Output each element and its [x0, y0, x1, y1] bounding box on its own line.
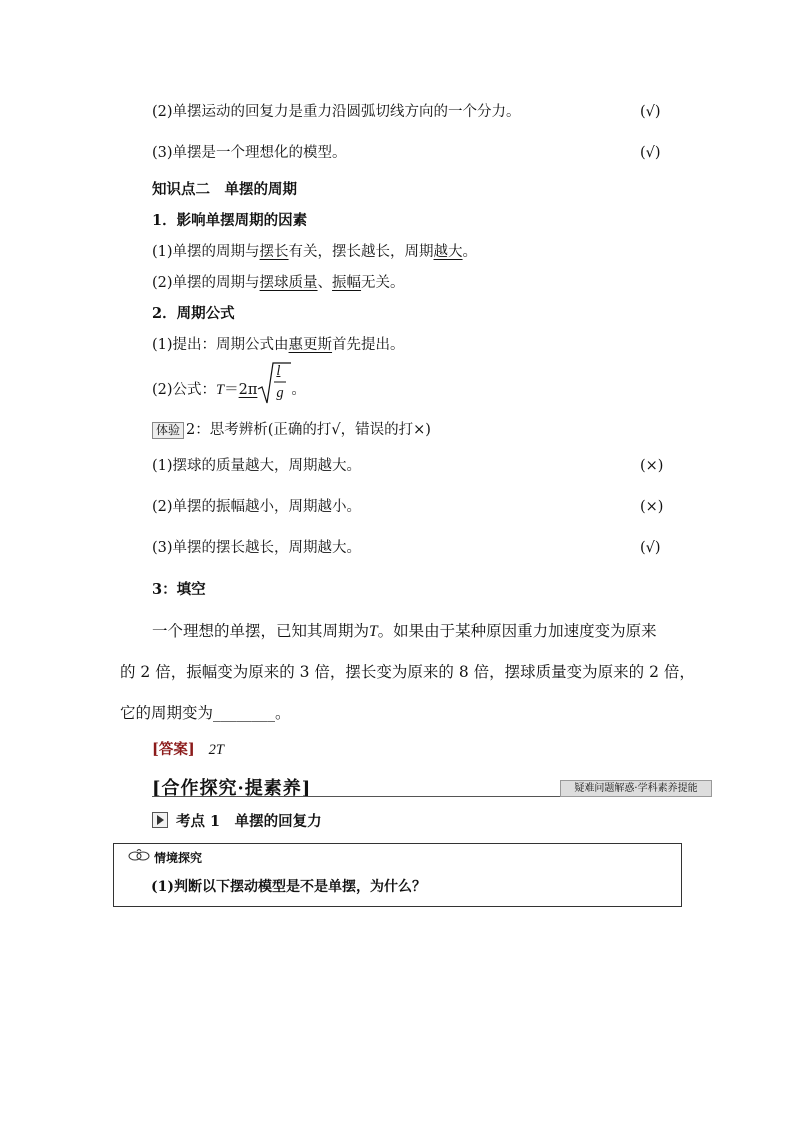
exp-item-3: (3)单摆的摆长越长，周期越大。 [152, 540, 362, 556]
fill-question-line-3: 它的周期变为________。 [120, 704, 291, 722]
experience-heading: 体验 2：思考辨析(正确的打√，错误的打×) [152, 420, 431, 440]
fill-blank: 越大 [433, 244, 463, 260]
period-formula: (2)公式：T＝2π $\frac{l}{g}$ 。 [152, 375, 306, 405]
denominator: g [276, 385, 284, 401]
section-badge: 疑难问题解惑·学科素养提能 [560, 780, 712, 797]
factor-1: (1)单摆的周期与摆长有关，摆长越长，周期越大。 [152, 244, 478, 260]
hands-icon [128, 848, 150, 862]
answer [152, 740, 224, 760]
fill-question-line-2: 的 2 倍，振幅变为原来的 3 倍，摆长变为原来的 8 倍，摆球质量变为原来的 2 倍， [120, 663, 695, 681]
fill-blank: 惠更斯 [288, 337, 333, 353]
radical-icon [257, 361, 291, 405]
topic-heading: 考点 1 单摆的回复力 [152, 812, 322, 832]
play-icon [152, 812, 168, 828]
scenario-box [113, 843, 682, 907]
knowledge-heading: 知识点二 单摆的周期 [152, 181, 297, 198]
experience-tag: 体验 [152, 422, 184, 439]
exp-item-3-mark: (√) [640, 540, 661, 556]
answer-value: 2T [208, 742, 224, 758]
formula-origin: (1)提出：周期公式由惠更斯首先提出。 [152, 337, 405, 353]
exp-item-2: (2)单摆的振幅越小，周期越小。 [152, 499, 362, 515]
box-title: 情境探究 [154, 851, 203, 865]
review-item-3: (3)单摆是一个理想化的模型。 [152, 145, 347, 161]
numerator: l [276, 363, 281, 379]
section-title: [合作探究·提素养] [152, 778, 312, 799]
fill-blank: 摆长 [259, 244, 289, 260]
fill-blank: 摆球质量 [259, 275, 318, 291]
review-item-2-mark: (√) [640, 104, 661, 120]
review-item-2: (2)单摆运动的回复力是重力沿圆弧切线方向的一个分力。 [152, 104, 521, 120]
fill-question-line-1: 一个理想的单摆，已知其周期为T。如果由于某种原因重力加速度变为原来 [152, 622, 657, 640]
exp-item-1-mark: (×) [640, 458, 664, 474]
scenario-question: (1)判断以下摆动模型是不是单摆，为什么？ [151, 879, 426, 895]
exp-item-2-mark: (×) [640, 499, 664, 515]
factor-2: (2)单摆的周期与摆球质量、振幅无关。 [152, 275, 405, 291]
answer-tag: [答案] [152, 741, 195, 758]
fill-blank: 振幅 [332, 275, 362, 291]
sqrt-sign [257, 361, 291, 405]
sub-heading-formula: 2．周期公式 [152, 305, 235, 322]
review-item-3-mark: (√) [640, 145, 661, 161]
exp-item-1: (1)摆球的质量越大，周期越大。 [152, 458, 362, 474]
fill-heading: 3：填空 [152, 581, 206, 598]
sub-heading-factors: 1．影响单摆周期的因素 [152, 212, 308, 229]
